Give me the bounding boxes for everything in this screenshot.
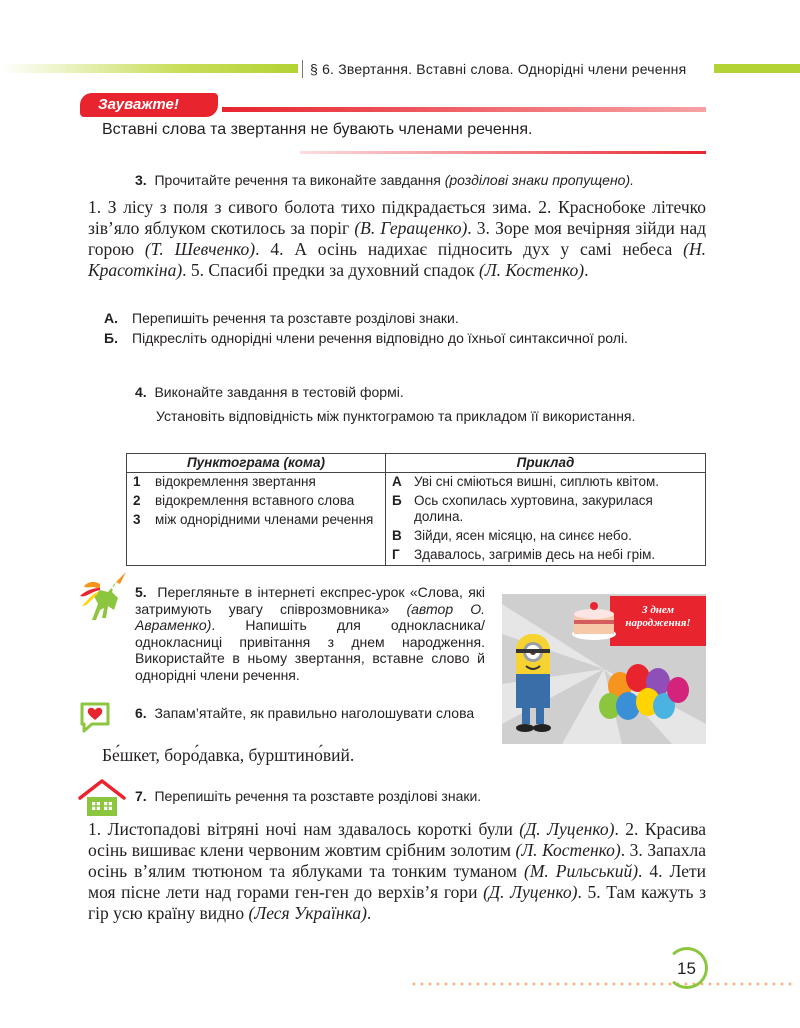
task7-passage	[88, 819, 706, 924]
row-value: Ось схопилась хуртовина, закурилася долина.	[414, 493, 653, 524]
row-key: 3	[133, 512, 141, 527]
table-row-right	[386, 473, 705, 492]
passage-segment: .	[366, 903, 372, 923]
passage-segment: . 4. Лети моя пісне лети над горами ген-ген до верхів’я гори	[88, 861, 707, 902]
task4-text: Установіть відповідність між пунктограмою та прикладом її використання.	[156, 408, 636, 424]
row-key: 1	[133, 474, 141, 489]
table-header-left: Пунктограма (кома)	[127, 454, 386, 473]
table-row-left	[127, 492, 385, 511]
citation: (Л. Костенко)	[515, 840, 621, 860]
citation: (Леся Українка)	[248, 903, 367, 923]
passage-segment: 1. З лісу з поля з сивого болота тихо підкрадається зима. 2. Краснобоке літечко зів’яло яблуком скотилось за поріг	[88, 197, 706, 238]
notice-badge: Зауважте!	[80, 93, 218, 117]
table-left-list	[127, 473, 385, 530]
task6-text: 6. Запам’ятайте, як правильно наголошувати слова	[135, 705, 475, 721]
row-key: Б	[392, 493, 402, 508]
notice-rule-bottom	[300, 151, 706, 154]
task7-instruction: 7. Перепишіть речення та розставте розділові знаки.	[135, 788, 482, 804]
citation: (Л. Костенко)	[479, 260, 585, 280]
task5-text: 5. Перегляньте в інтернеті експрес-урок «Слова, які затримують увагу співрозмовника» (автор О. Авраменко). Напишіть для однокласника/однокласниці привітання з днем народження. Використайте в ньому звертання, вставне слово й однорідні члени речення.	[135, 584, 486, 683]
passage-segment: . 3. Зоре моя вечірняя зійди над горою	[88, 218, 707, 259]
header-bar-left	[0, 64, 298, 73]
header-divider	[302, 60, 303, 78]
notice-rule-top	[222, 107, 706, 112]
passage-segment: . 4. А осінь надихає підносить дух у самі небеса	[255, 239, 684, 259]
table-row-left	[127, 511, 385, 530]
citation: (Н. Красоткіна)	[88, 239, 706, 280]
header-bar-right	[714, 64, 800, 73]
table-row-left	[127, 473, 385, 492]
heart-chat-icon	[78, 700, 112, 734]
table-right-list	[386, 473, 705, 565]
table-row-right	[386, 492, 705, 527]
table-header-right: Приклад	[386, 454, 706, 473]
passage-segment: .	[584, 260, 589, 280]
row-key: 2	[133, 493, 141, 508]
row-value: між однорідними членами речення	[155, 512, 374, 527]
unicorn-icon	[78, 570, 134, 626]
footer-dots	[410, 982, 792, 986]
row-value: Зійди, ясен місяцю, на синєє небо.	[414, 528, 632, 543]
row-value: відокремлення вставного слова	[155, 493, 355, 508]
citation: (Д. Луценко)	[483, 882, 578, 902]
row-key: А	[392, 474, 402, 489]
stress-words: Бе́шкет, боро́давка, бурштино́вий.	[102, 745, 355, 765]
citation: (Д. Луценко)	[519, 819, 615, 839]
task3-sub-a: А. Перепишіть речення та розставте розділові знаки.	[104, 310, 459, 326]
running-header: § 6. Звертання. Вставні слова. Однорідні члени речення	[310, 61, 687, 77]
banner-text: З днем народження!	[625, 604, 691, 629]
passage-segment: . 5. Спасибі предки за духовний спадок	[182, 260, 479, 280]
row-value: Здавалось, загримів десь на небі грім.	[414, 547, 656, 562]
passage-segment: . 5. Там кажуть з гір усю країну видно	[88, 882, 706, 923]
row-key: В	[392, 528, 402, 543]
task3-instruction: 3. Прочитайте речення та виконайте завдання (розділові знаки пропущено).	[135, 172, 635, 188]
house-icon	[78, 778, 126, 818]
citation: (В. Геращенко)	[354, 218, 468, 238]
passage-segment: . 2. Красива осінь вишиває клени червоним жовтим срібним золотим	[88, 819, 706, 860]
row-value: відокремлення звертання	[155, 474, 316, 489]
task3-sub-b: Б. Підкресліть однорідні члени речення відповідно до їхньої синтаксичної ролі.	[104, 330, 628, 346]
birthday-banner-image	[502, 594, 706, 744]
row-key: Г	[392, 547, 400, 562]
page-number: 15	[677, 959, 696, 978]
punctuation-table	[126, 453, 706, 566]
notice-text: Вставні слова та звертання не бувають членами речення.	[102, 121, 533, 138]
passage-segment: . 3. Запахла осінь в’ялим тютюном та яблуками та тонким туманом	[88, 840, 706, 881]
task4-instruction: 4. Виконайте завдання в тестовій формі.	[135, 384, 404, 400]
table-row-right	[386, 546, 705, 565]
citation: (М. Рильський)	[524, 861, 639, 881]
row-value: Уві сні сміються вишні, сиплють квітом.	[414, 474, 660, 489]
table-row-right	[386, 527, 705, 546]
passage-segment: 1. Листопадові вітряні ночі нам здавалось короткі були	[88, 819, 520, 839]
task3-passage	[88, 197, 706, 281]
citation: (Т. Шевченко)	[144, 239, 256, 259]
